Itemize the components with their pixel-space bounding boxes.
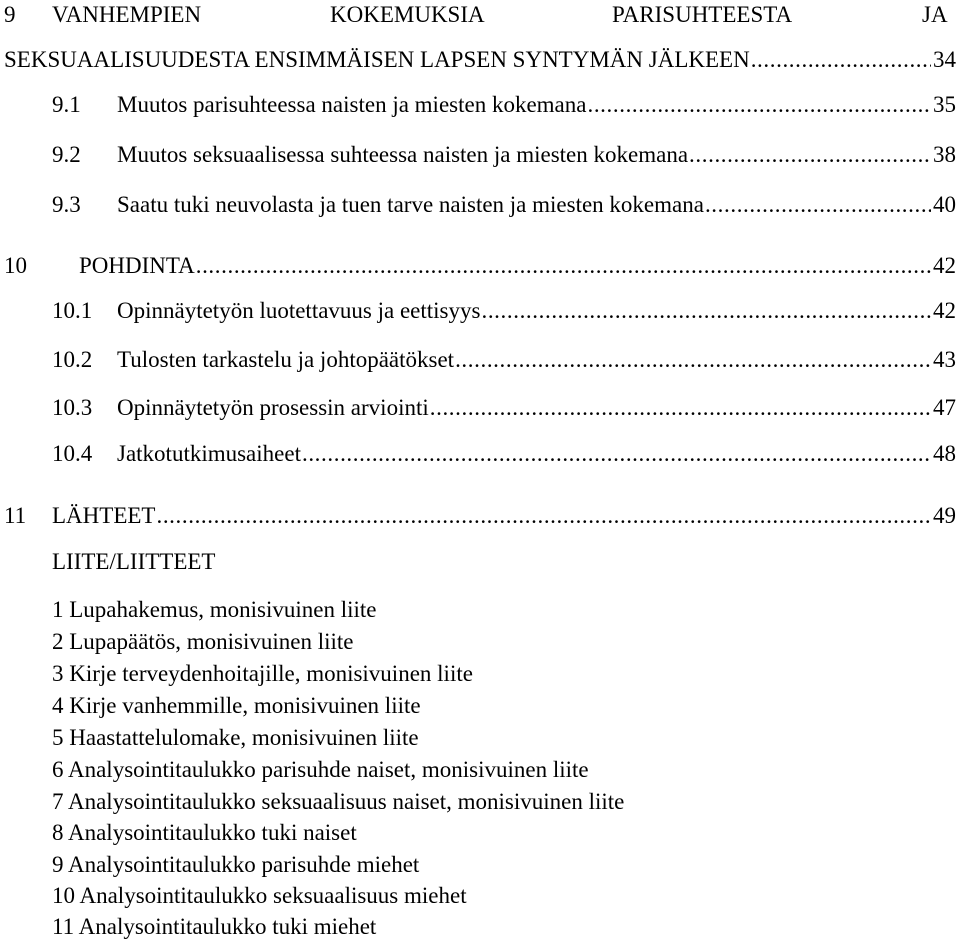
toc-entry-page: 47 [933,395,956,420]
toc-entry-number: 9.2 [52,142,81,167]
toc-entry-number: 10 [4,253,27,278]
toc-leader [196,252,931,280]
appendix-heading: LIITE/LIITTEET [52,549,216,574]
toc-entry-title: Tulosten tarkastelu ja johtopäätökset [117,347,455,372]
toc-leader [751,46,931,74]
toc-entry[interactable] [0,394,956,422]
attachment-item: 5 Haastattelulomake, monisivuinen liite [52,725,419,750]
toc-entry-number: 10.1 [52,298,93,323]
toc-entry[interactable] [0,297,956,325]
toc-entry-number: 10.3 [52,395,93,420]
toc-chapter9-word1: VANHEMPIEN [52,2,202,27]
toc-entry-title: Muutos seksuaalisessa suhteessa naisten ja miesten kokemana [117,142,689,167]
attachment-item: 8 Analysointitaulukko tuki naiset [52,820,357,845]
toc-entry[interactable] [0,191,956,219]
toc-entry-page: 42 [933,298,956,323]
toc-entry[interactable] [0,440,956,468]
toc-entry[interactable] [0,141,956,169]
toc-entry-page: 43 [933,347,956,372]
attachment-item: 9 Analysointitaulukko parisuhde miehet [52,852,420,877]
toc-leader [481,297,931,325]
attachment-item: 10 Analysointitaulukko seksuaalisuus miehet [52,883,467,908]
toc-chapter9-title-line2: SEKSUAALISUUDESTA ENSIMMÄISEN LAPSEN SYNTYMÄN JÄLKEEN [4,47,750,72]
toc-entry[interactable] [0,252,956,280]
toc-chapter9-word4: JA [922,2,948,27]
toc-entry-page: 35 [933,92,956,117]
toc-entry-page: 42 [933,253,956,278]
toc-chapter9-number: 9 [4,2,16,27]
toc-entry-number: 10.4 [52,441,93,466]
attachment-item: 2 Lupapäätös, monisivuinen liite [52,629,354,654]
attachment-item: 11 Analysointitaulukko tuki miehet [52,914,377,939]
toc-leader [302,440,931,468]
toc-entry-title: Opinnäytetyön prosessin arviointi [117,395,429,420]
toc-entry-page: 38 [933,142,956,167]
toc-entry-page: 40 [933,192,956,217]
attachment-item: 4 Kirje vanhemmille, monisivuinen liite [52,693,421,718]
toc-entry-page: 49 [933,503,956,528]
toc-leader [455,346,931,374]
attachment-item: 6 Analysointitaulukko parisuhde naiset, monisivuinen liite [52,757,589,782]
toc-entry[interactable] [0,502,956,530]
toc-entry[interactable] [0,346,956,374]
toc-leader [689,141,931,169]
toc-entry-number: 11 [4,503,27,528]
toc-chapter9-word3: PARISUHTEESTA [612,2,793,27]
toc-chapter9-word2: KOKEMUKSIA [330,2,485,27]
attachment-item: 1 Lupahakemus, monisivuinen liite [52,597,377,622]
toc-entry-title: LÄHTEET [52,503,156,528]
toc-leader [430,394,931,422]
toc-leader [156,502,931,530]
attachment-item: 7 Analysointitaulukko seksuaalisuus naiset, monisivuinen liite [52,789,625,814]
toc-chapter9-line1 [0,1,956,29]
toc-entry-page: 48 [933,441,956,466]
toc-entry-title: POHDINTA [79,253,195,278]
toc-leader [705,191,931,219]
toc-entry[interactable] [0,91,956,119]
toc-leader [587,91,931,119]
toc-entry-title: Muutos parisuhteessa naisten ja miesten kokemana [117,92,587,117]
toc-entry-title: Jatkotutkimusaiheet [117,441,301,466]
toc-chapter9-line2[interactable] [0,46,956,74]
toc-entry-title: Saatu tuki neuvolasta ja tuen tarve naisten ja miesten kokemana [117,192,704,217]
toc-entry-number: 9.1 [52,92,81,117]
toc-entry-title: Opinnäytetyön luotettavuus ja eettisyys [117,298,481,323]
attachment-item: 3 Kirje terveydenhoitajille, monisivuinen liite [52,661,473,686]
toc-chapter9-page: 34 [933,47,956,72]
toc-entry-number: 9.3 [52,192,81,217]
toc-entry-number: 10.2 [52,347,93,372]
